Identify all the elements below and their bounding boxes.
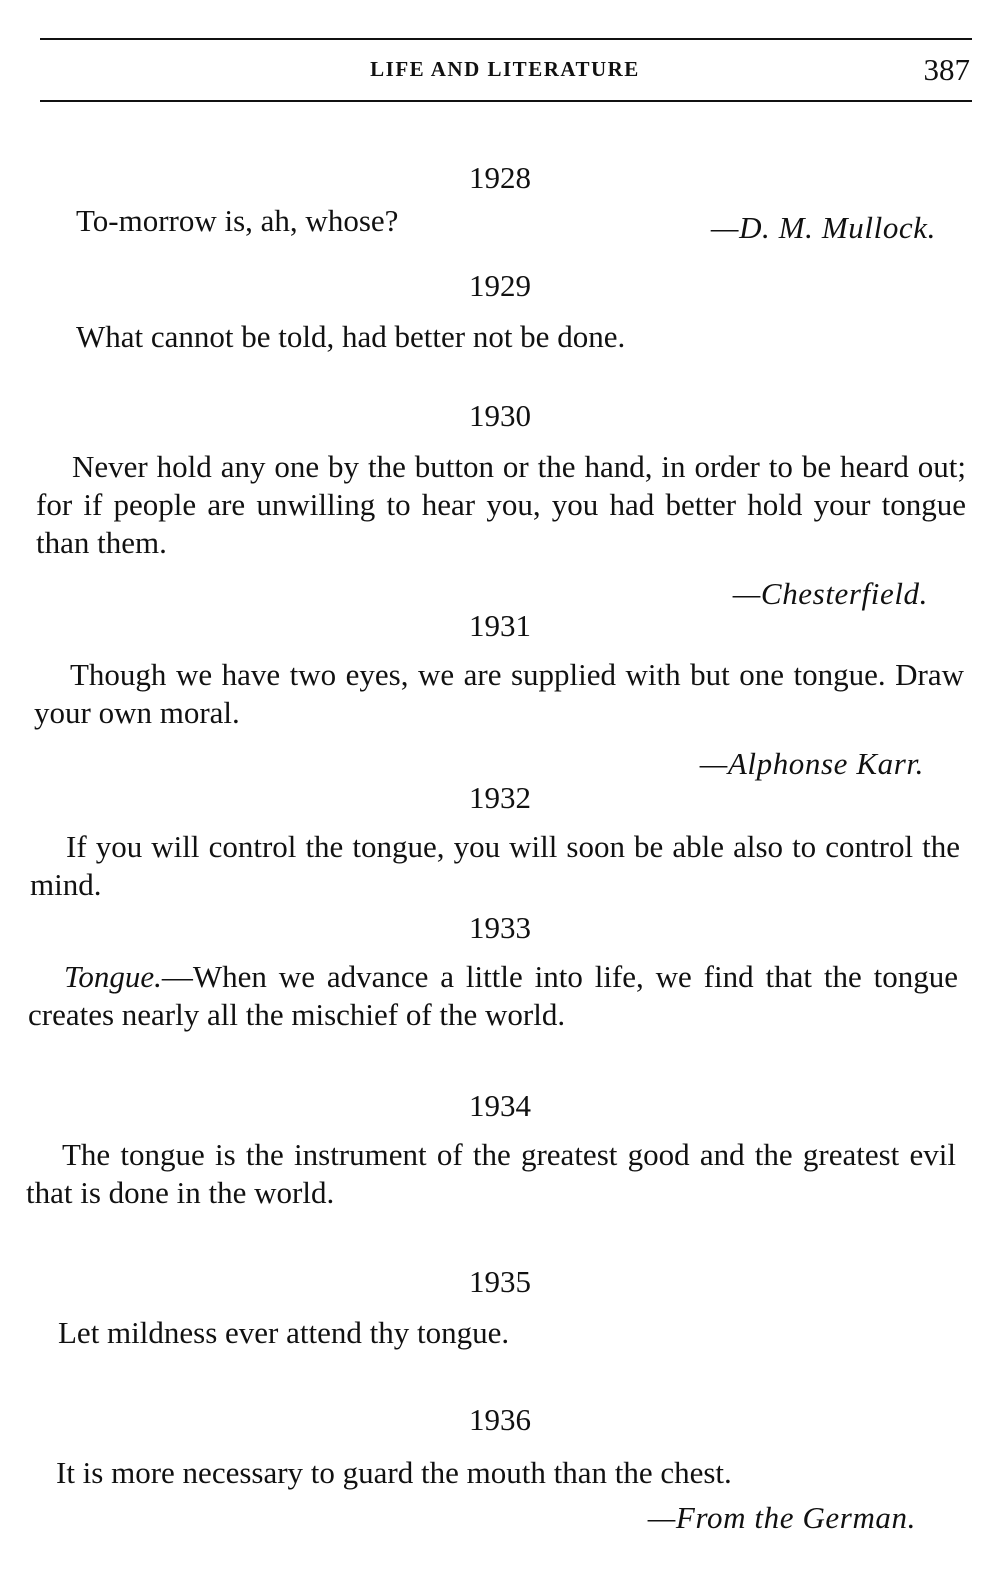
page-number: 387 bbox=[923, 52, 970, 87]
quote-text: The tongue is the instrument of the greatest good and the greatest evil that is done in the world. bbox=[26, 1137, 956, 1210]
quote-lead: Tongue. bbox=[64, 959, 162, 994]
quote-attribution: —D. M. Mullock. bbox=[710, 210, 936, 245]
quote-text: Let mildness ever attend thy tongue. bbox=[58, 1315, 510, 1350]
running-title: LIFE AND LITERATURE bbox=[370, 57, 640, 81]
entry-number: 1928 bbox=[469, 160, 531, 195]
quote-text: If you will control the tongue, you will soon be able also to control the mind. bbox=[30, 829, 960, 902]
entry-number: 1929 bbox=[469, 268, 531, 303]
quote-attribution: —Chesterfield. bbox=[732, 576, 928, 611]
entry-number: 1936 bbox=[469, 1402, 531, 1437]
entry-number: 1935 bbox=[469, 1264, 531, 1299]
entry-number: 1930 bbox=[469, 398, 531, 433]
quote-text bbox=[28, 958, 958, 1034]
entry-number: 1931 bbox=[469, 608, 531, 643]
entry-number: 1933 bbox=[469, 910, 531, 945]
quote-text: Never hold any one by the button or the hand, in order to be heard out; for if people are unwilling to hear you, you had better hold your tongue than them. bbox=[36, 449, 966, 560]
quote-body: —When we advance a little into life, we find that the tongue creates nearly all the mischief of the world. bbox=[28, 959, 958, 1032]
quote-attribution: —Alphonse Karr. bbox=[699, 746, 924, 781]
entry-number: 1934 bbox=[469, 1088, 531, 1123]
header-rule-top bbox=[40, 38, 972, 40]
quote-text: Though we have two eyes, we are supplied with but one tongue. Draw your own moral. bbox=[34, 657, 964, 730]
quote-text: To-morrow is, ah, whose? bbox=[76, 203, 399, 238]
quote-text: What cannot be told, had better not be done. bbox=[76, 319, 626, 354]
quote-attribution: —From the German. bbox=[647, 1500, 916, 1535]
header-rule-bottom bbox=[40, 100, 972, 102]
entry-number: 1932 bbox=[469, 780, 531, 815]
quote-text: It is more necessary to guard the mouth than the chest. bbox=[56, 1455, 732, 1490]
